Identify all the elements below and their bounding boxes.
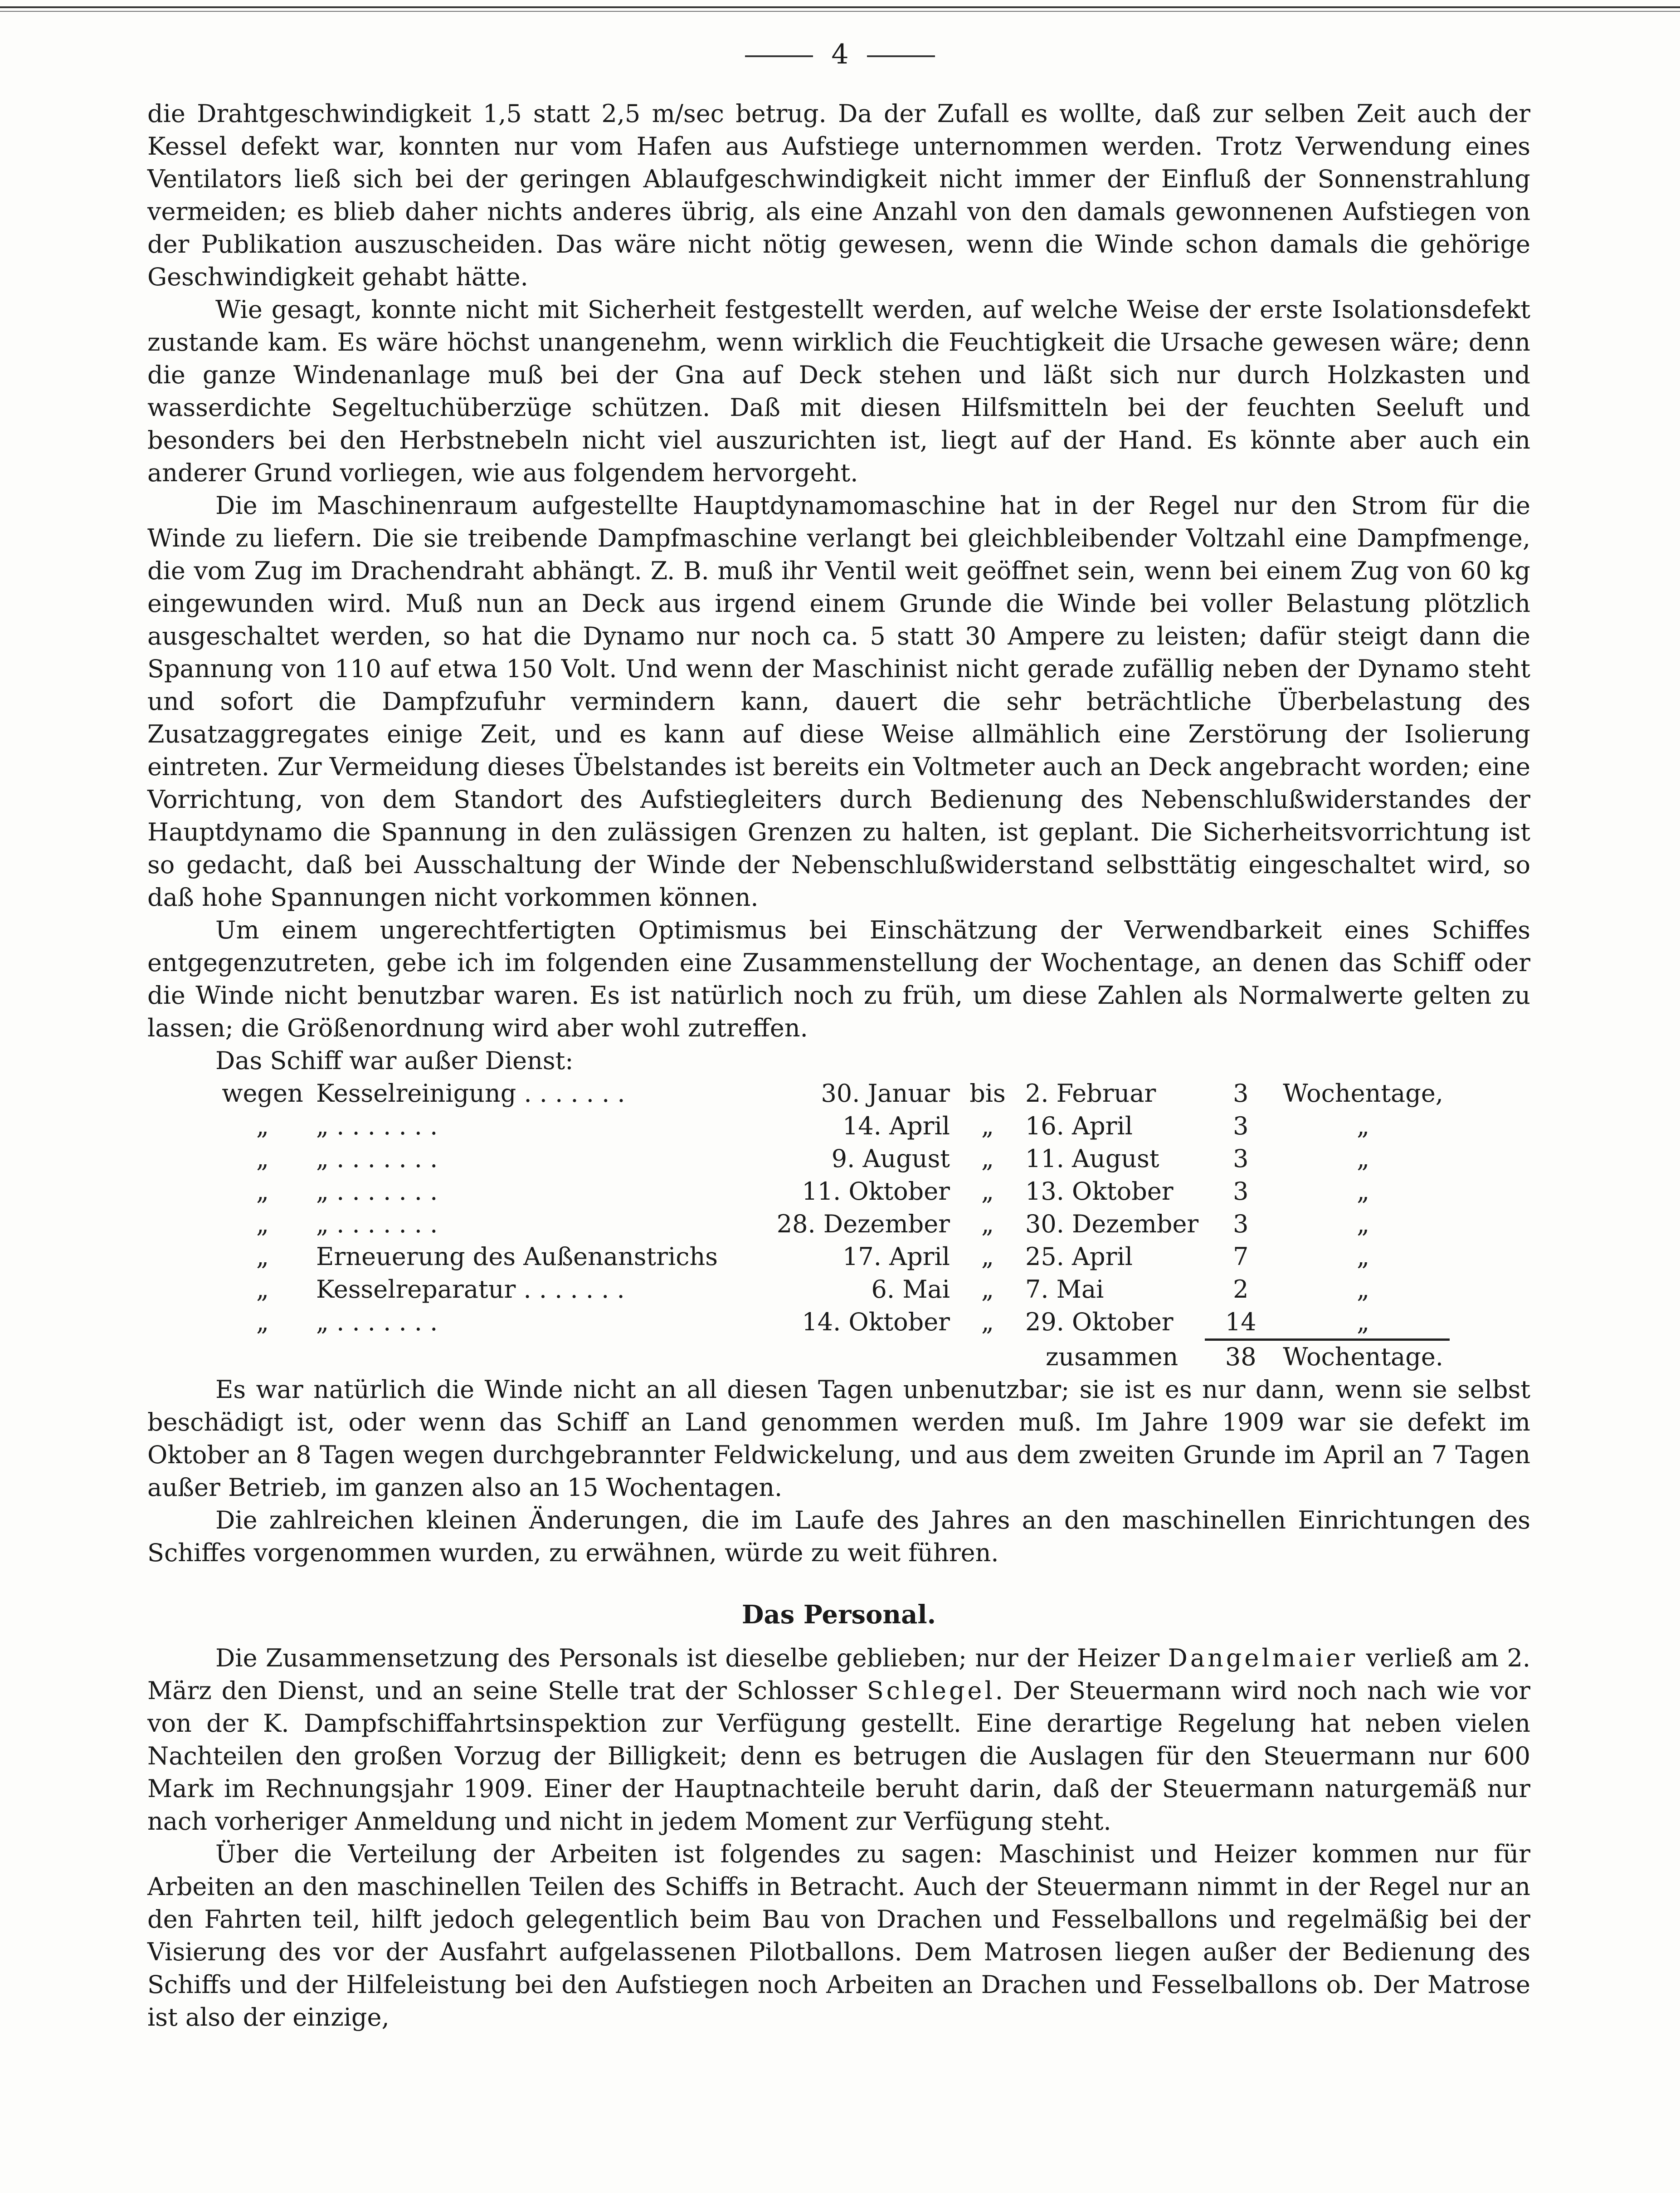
schedule-prefix: „ <box>256 1242 269 1271</box>
schedule-from-date: 17. April <box>842 1242 950 1271</box>
schedule-unit: „ <box>1357 1144 1370 1173</box>
schedule-to-date: 25. April <box>1025 1242 1133 1271</box>
schedule-bis: „ <box>981 1112 994 1140</box>
schedule-days: 3 <box>1233 1177 1249 1206</box>
schedule-from-date: 14. April <box>842 1112 950 1140</box>
schedule-to-date: 7. Mai <box>1025 1275 1104 1304</box>
schedule-unit: „ <box>1357 1308 1370 1336</box>
schedule-total-row <box>215 1340 1450 1374</box>
schedule-to-date: 13. Oktober <box>1025 1177 1174 1206</box>
header-dash-left <box>745 55 813 57</box>
schedule-reason: „ . . . . . . . <box>316 1308 438 1336</box>
schedule-prefix: „ <box>256 1275 269 1304</box>
schedule-unit: „ <box>1357 1112 1370 1140</box>
schedule-unit: „ <box>1357 1210 1370 1238</box>
schedule-from-date: 30. Januar <box>821 1079 950 1108</box>
schedule-days: 2 <box>1233 1275 1249 1304</box>
schedule-reason: Kesselreparatur . . . . . . . <box>316 1275 625 1304</box>
schedule-row <box>215 1077 1450 1110</box>
schedule-rows <box>215 1077 1450 1340</box>
schedule-to-date: 30. Dezember <box>1025 1210 1199 1238</box>
paragraph: Wie gesagt, konnte nicht mit Sicherheit festgestellt werden, auf welche Weise der erste Isolationsdefekt zustande kam. Es wäre höchst unangenehm, wenn wirklich die Feuchtigkeit die Ursache gewesen wäre; denn die ganze Windenanlage muß bei der Gna auf Deck stehen und läßt sich nur durch Holzkasten und wasserdichte Segeltuchüberzüge schützen. Daß mit diesen Hilfsmitteln bei der feuchten Seeluft und besonders bei den Herbstnebeln nicht viel auszurichten ist, liegt auf der Hand. Es könnte aber auch ein anderer Grund vorliegen, wie aus folgendem hervorgeht. <box>147 295 1530 487</box>
schedule-bis: „ <box>981 1275 994 1304</box>
schedule-from-date: 28. Dezember <box>776 1210 950 1238</box>
paragraph: die Drahtgeschwindigkeit 1,5 statt 2,5 m/sec betrug. Da der Zufall es wollte, daß zur selben Zeit auch der Kessel defekt war, konnten nur vom Hafen aus Aufstiege unternommen werden. Trotz Verwendung eines Ventilators ließ sich bei der geringen Ablaufgeschwindigkeit nicht immer der Einfluß der Sonnenstrahlung vermeiden; es blieb daher nichts anderes übrig, als eine Anzahl von den damals gewonnenen Aufstiegen von der Publikation auszuscheiden. Das wäre nicht nötig gewesen, wenn die Winde schon damals die gehörige Geschwindigkeit gehabt hätte. <box>147 99 1530 291</box>
schedule-row <box>215 1143 1450 1175</box>
schedule-bis: bis <box>969 1079 1006 1108</box>
schedule-block <box>215 1045 1530 1373</box>
schedule-reason: Erneuerung des Außenanstrichs <box>316 1242 718 1271</box>
schedule-days: 3 <box>1233 1079 1249 1108</box>
schedule-from-date: 14. Oktober <box>802 1308 950 1336</box>
page-header <box>0 36 1680 73</box>
schedule-from-date: 9. August <box>831 1144 950 1173</box>
total-label: zusammen <box>1045 1343 1178 1371</box>
schedule-days: 3 <box>1233 1144 1249 1173</box>
schedule-from-date: 6. Mai <box>871 1275 950 1304</box>
schedule-bis: „ <box>981 1242 994 1271</box>
schedule-to-date: 16. April <box>1025 1112 1133 1140</box>
schedule-to-date: 11. August <box>1025 1144 1159 1173</box>
schedule-to-date: 29. Oktober <box>1025 1308 1174 1336</box>
schedule-prefix: „ <box>256 1177 269 1206</box>
schedule-days: 3 <box>1233 1112 1249 1140</box>
schedule-reason: „ . . . . . . . <box>316 1144 438 1173</box>
paragraph-personal-1: Die Zusammensetzung des Personals ist dieselbe geblieben; nur der Heizer Dangelmaier verließ am 2. März den Dienst, und an seine Stelle trat der Schlosser Schlegel. Der Steuermann wird noch nach wie vor von der K. Dampfschiffahrtsinspektion zur Verfügung gestellt. Eine derartige Regelung hat neben vielen Nachteilen den großen Vorzug der Billigkeit; denn es betrugen die Auslagen für den Steuermann nur 600 Mark im Rechnungsjahr 1909. Einer der Hauptnachteile beruht darin, daß der Steuermann naturgemäß nur nach vorheriger Anmeldung und nicht in jedem Moment zur Verfügung steht. <box>147 1644 1530 1836</box>
schedule-days: 7 <box>1233 1242 1249 1271</box>
total-days: 38 <box>1205 1340 1276 1374</box>
schedule-row <box>215 1208 1450 1241</box>
schedule-prefix: „ <box>256 1308 269 1336</box>
paragraph: Es war natürlich die Winde nicht an all diesen Tagen unbenutzbar; sie ist es nur dann, wenn sie selbst beschädigt ist, oder wenn das Schiff an Land genommen werden muß. Im Jahre 1909 war sie defekt im Oktober an 8 Tagen wegen durchgebrannter Feldwickelung, und aus dem zweiten Grunde im April an 7 Tagen außer Betrieb, im ganzen also an 15 Wochentagen. <box>147 1375 1530 1502</box>
person-name: Dangelmaier <box>1168 1644 1358 1672</box>
schedule-unit: „ <box>1357 1177 1370 1206</box>
schedule-to-date: 2. Februar <box>1025 1079 1156 1108</box>
paragraph: Die im Maschinenraum aufgestellte Hauptdynamomaschine hat in der Regel nur den Strom für die Winde zu liefern. Die sie treibende Dampfmaschine verlangt bei gleichbleibender Voltzahl eine Dampfmenge, die vom Zug im Drachendraht abhängt. Z. B. muß ihr Ventil weit geöffnet sein, wenn bei einem Zug von 60 kg eingewunden wird. Muß nun an Deck aus irgend einem Grunde die Winde bei voller Belastung plötzlich ausgeschaltet werden, so hat die Dynamo nur noch ca. 5 statt 30 Ampere zu leisten; dafür steigt dann die Spannung von 110 auf etwa 150 Volt. Und wenn der Maschinist nicht gerade zufällig neben der Dynamo steht und sofort die Dampfzufuhr vermindern kann, dauert die sehr beträchtliche Überbelastung des Zusatzaggregates einige Zeit, und es kann auf diese Weise allmählich eine Zerstörung der Isolierung eintreten. Zur Vermeidung dieses Übelstandes ist bereits ein Voltmeter auch an Deck angebracht worden; eine Vorrichtung, von dem Standort des Aufstiegleiters durch Bedienung des Nebenschlußwiderstandes der Hauptdynamo die Spannung in den zulässigen Grenzen zu halten, ist geplant. Die Sicherheitsvorrichtung ist so gedacht, daß bei Ausschaltung der Winde der Nebenschlußwiderstand selbsttätig eingeschaltet wird, so daß hohe Spannungen nicht vorkommen können. <box>147 491 1530 912</box>
paragraph: Die zahlreichen kleinen Änderungen, die im Laufe des Jahres an den maschinellen Einrichtungen des Schiffes vorgenommen wurden, zu erwähnen, würde zu weit führen. <box>147 1506 1530 1567</box>
top-border-line <box>0 6 1680 8</box>
top-border-line-thin <box>0 11 1680 12</box>
body-text <box>147 98 1530 2034</box>
schedule-row <box>215 1241 1450 1273</box>
schedule-bis: „ <box>981 1177 994 1206</box>
page-number: 4 <box>831 39 849 70</box>
schedule-reason: „ . . . . . . . <box>316 1112 438 1140</box>
schedule-unit: „ <box>1357 1275 1370 1304</box>
header-dash-right <box>867 55 935 57</box>
paragraph: Um einem ungerechtfertigten Optimismus bei Einschätzung der Verwendbarkeit eines Schiffes entgegenzutreten, gebe ich im folgenden eine Zusammenstellung der Wochentage, an denen das Schiff oder die Winde nicht benutzbar waren. Es ist natürlich noch zu früh, um diese Zahlen als Normalwerte gelten zu lassen; die Größenordnung wird aber wohl zutreffen. <box>147 916 1530 1042</box>
schedule-days: 3 <box>1233 1210 1249 1238</box>
section-title: Das Personal. <box>741 1600 936 1630</box>
schedule-prefix: „ <box>256 1144 269 1173</box>
schedule-prefix: „ <box>256 1210 269 1238</box>
schedule-bis: „ <box>981 1144 994 1173</box>
schedule-bis: „ <box>981 1210 994 1238</box>
schedule-intro: Das Schiff war außer Dienst: <box>215 1046 574 1075</box>
schedule-reason: „ . . . . . . . <box>316 1210 438 1238</box>
schedule-unit: „ <box>1357 1242 1370 1271</box>
schedule-row <box>215 1273 1450 1306</box>
person-name: Schlegel <box>867 1676 995 1705</box>
schedule-unit: Wochentage, <box>1283 1079 1443 1108</box>
schedule-reason: Kesselreinigung . . . . . . . <box>316 1079 625 1108</box>
schedule-row <box>215 1175 1450 1208</box>
schedule-reason: „ . . . . . . . <box>316 1177 438 1206</box>
schedule-table <box>215 1077 1450 1373</box>
total-unit: Wochentage. <box>1276 1340 1450 1374</box>
schedule-prefix: wegen <box>222 1079 303 1108</box>
schedule-row <box>215 1110 1450 1143</box>
schedule-prefix: „ <box>256 1112 269 1140</box>
schedule-days: 14 <box>1225 1308 1256 1336</box>
schedule-bis: „ <box>981 1308 994 1336</box>
schedule-from-date: 11. Oktober <box>802 1177 950 1206</box>
schedule-row <box>215 1306 1450 1340</box>
paragraph-personal-2: Über die Verteilung der Arbeiten ist folgendes zu sagen: Maschinist und Heizer kommen nur für Arbeiten an den maschinellen Teilen des Schiffs in Betracht. Auch der Steuermann nimmt in der Regel nur an den Fahrten teil, hilft jedoch gelegentlich beim Bau von Drachen und Fesselballons und regelmäßig bei der Visierung des vor der Ausfahrt aufgelassenen Pilotballons. Dem Matrosen liegen außer der Bedienung des Schiffs und der Hilfeleistung bei den Aufstiegen noch Arbeiten an Drachen und Fesselballons ob. Der Matrose ist also der einzige, <box>147 1840 1530 2032</box>
